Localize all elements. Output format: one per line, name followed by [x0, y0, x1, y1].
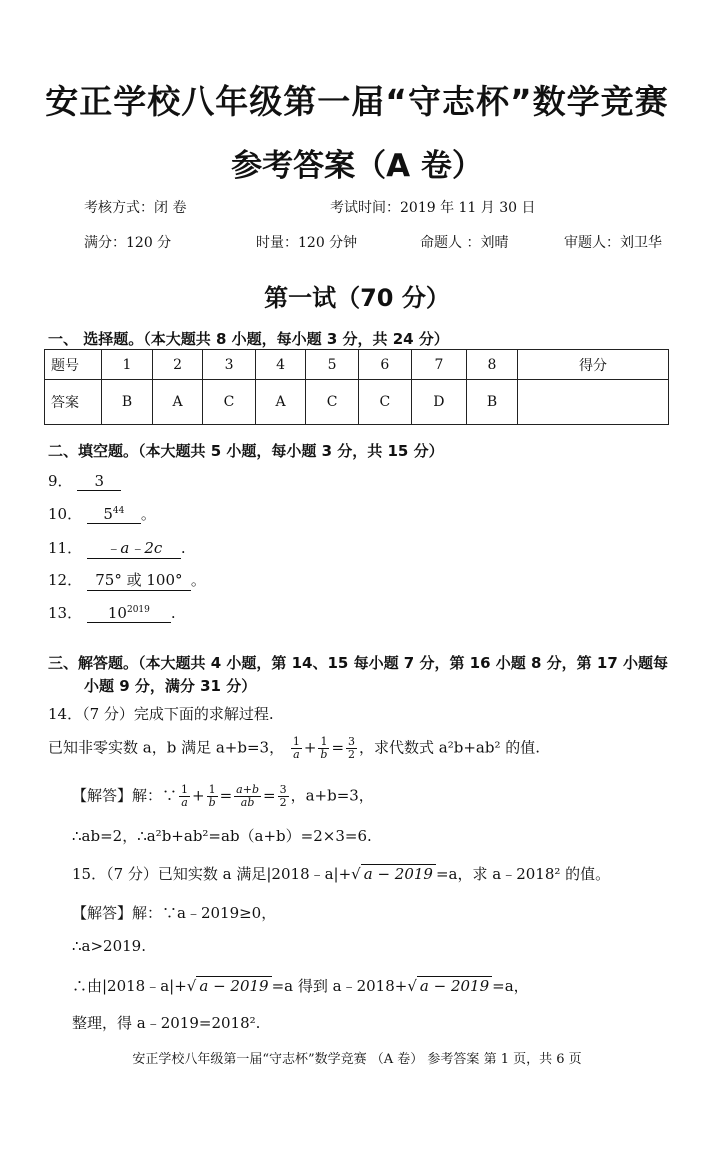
section2-heading: 二、填空题。（本大题共 5 小题，每小题 3 分，共 15 分）	[48, 442, 444, 460]
answer-cell: C	[203, 380, 256, 425]
q15-solution-2: ∴a>2019.	[72, 937, 146, 955]
document-subtitle: 参考答案（A 卷）	[231, 148, 483, 184]
table-row-numbers	[45, 350, 669, 380]
question-number: 5	[306, 350, 359, 380]
question-number: 8	[466, 350, 517, 380]
exam-time: 考试时间：2019 年 11 月 30 日	[330, 200, 536, 216]
answer-table	[44, 349, 669, 425]
score-cell	[518, 380, 669, 425]
answer-cell: C	[306, 380, 359, 425]
reviewer: 审题人：刘卫华	[564, 235, 662, 251]
table-row-answers	[45, 380, 669, 425]
q14-title: 14．（7 分）完成下面的求解过程.	[48, 705, 274, 723]
answer-cell: B	[466, 380, 517, 425]
fill-item-10: 10． $5^{44}$ 。	[48, 505, 156, 523]
question-number: 1	[102, 350, 153, 380]
fill-answer: 3	[77, 472, 121, 491]
fill-item-11: 11． ﹣a﹣2c .	[48, 539, 186, 557]
fill-item-12: 12． 75° 或 100° 。	[48, 571, 206, 589]
fill-item-13: 13． $10^{2019}$ .	[48, 604, 176, 622]
q14-solution-2: ∴ab=2，∴a²b+ab²=ab（a+b）=2×3=6.	[72, 827, 372, 845]
answer-label: 答案	[45, 380, 102, 425]
answer-cell: D	[411, 380, 466, 425]
fill-item-9: 9． 3	[48, 470, 121, 491]
fill-answer: $10^{2019}$	[87, 604, 171, 623]
fill-answer: ﹣a﹣2c	[87, 537, 181, 559]
question-number: 3	[203, 350, 256, 380]
answer-cell: A	[152, 380, 202, 425]
score-label: 得分	[518, 350, 669, 380]
exam-mode: 考核方式：闭 卷	[84, 200, 187, 216]
question-number: 6	[358, 350, 411, 380]
fill-answer: $5^{44}$	[87, 505, 141, 524]
q14-solution-1: 【解答】解：∵ $\frac{1}{a}$ + $\frac{1}{b}$ = $\frac{a+b}{ab}$ = $\frac{3}{2}$ ，a+b=3，	[72, 783, 374, 809]
fill-answer: 75° 或 100°	[87, 569, 191, 591]
section3-heading-line1: 三、解答题。（本大题共 4 小题，第 14、15 每小题 7 分，第 16 小题 8 分，第 17 小题每	[48, 654, 668, 672]
page-footer: 安正学校八年级第一届“守志杯”数学竞赛 （A 卷） 参考答案 第 1 页，共 6 页	[132, 1052, 582, 1067]
document-title: 安正学校八年级第一届“守志杯”数学竞赛	[45, 82, 669, 121]
q15-title: 15．（7 分）已知实数 a 满足|2018﹣a|+√ a − 2019 =a，求 a﹣2018² 的值。	[72, 865, 611, 883]
full-score: 满分：120 分	[84, 235, 172, 251]
section1-heading: 一、 选择题。（本大题共 8 小题，每小题 3 分，共 24 分）	[48, 330, 449, 348]
q15-solution-1: 【解答】解：∵a﹣2019≥0，	[72, 904, 277, 922]
part1-title: 第一试（70 分）	[264, 284, 450, 312]
q14-given: 已知非零实数 a，b 满足 a+b=3， $\frac{1}{a}$ + $\frac{1}{b}$ = $\frac{3}{2}$ ，求代数式 a²b+ab² 的值.	[48, 735, 541, 761]
setter: 命题人 ：刘晴	[420, 235, 509, 251]
q15-solution-4: 整理，得 a﹣2019=2018².	[72, 1014, 261, 1032]
answer-cell: C	[358, 380, 411, 425]
duration: 时量：120 分钟	[256, 235, 358, 251]
answer-cell: B	[102, 380, 153, 425]
header-label: 题号	[45, 350, 102, 380]
question-number: 7	[411, 350, 466, 380]
section3-heading-line2: 小题 9 分，满分 31 分）	[84, 677, 257, 695]
question-number: 4	[255, 350, 305, 380]
q15-solution-3: ∴由|2018﹣a|+√ a − 2019 =a 得到 a﹣2018+√ a − 2019 =a，	[72, 977, 529, 995]
question-number: 2	[152, 350, 202, 380]
answer-cell: A	[255, 380, 305, 425]
